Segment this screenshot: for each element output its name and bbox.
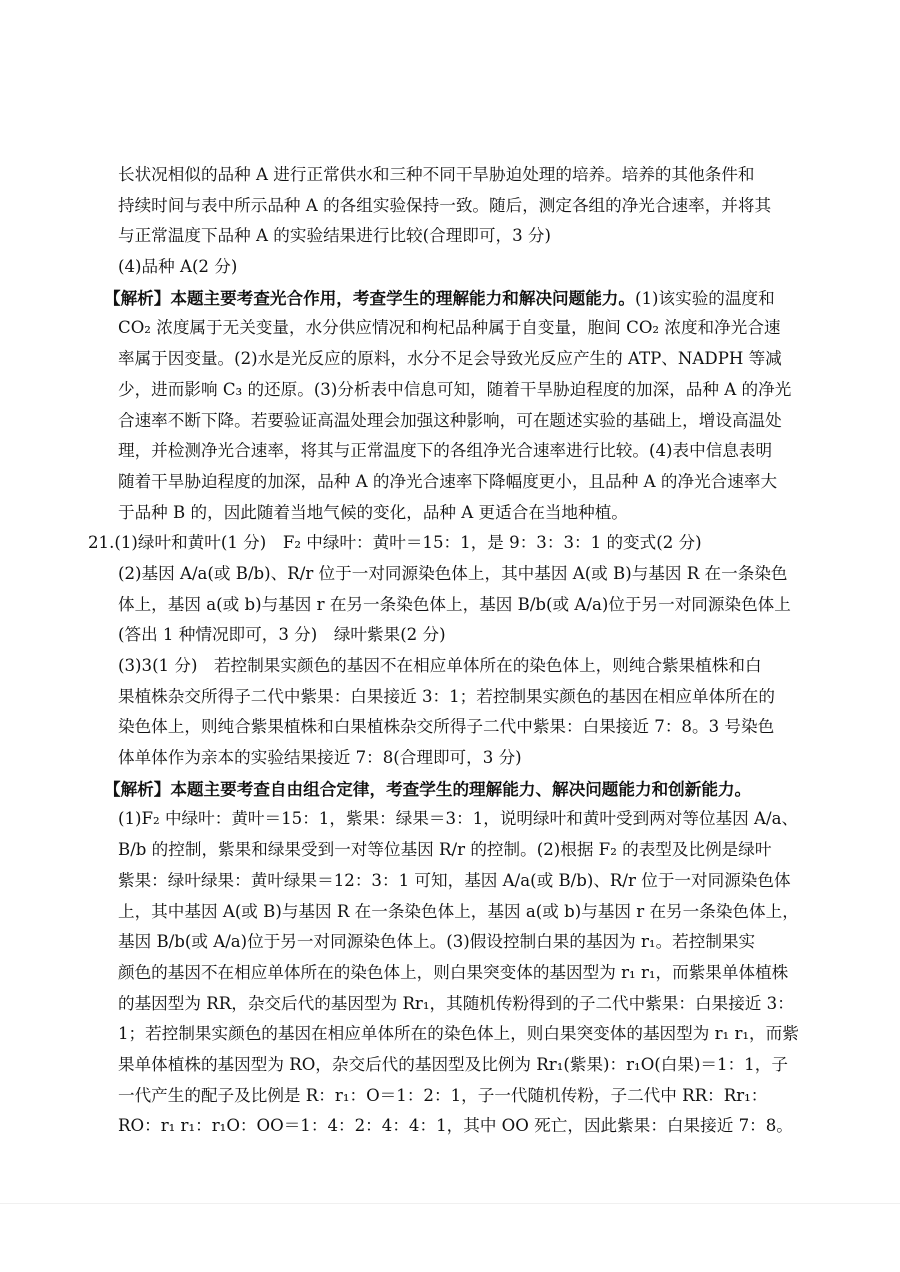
line-text: 的基因型为 RR，杂交后代的基因型为 Rr₁，其随机传粉得到的子二代中紫果：白果接近 3： (118, 993, 794, 1013)
line-text: 体上，基因 a(或 b)与基因 r 在另一条染色体上，基因 B/b(或 A/a)位于另一对同源染色体上 (118, 594, 791, 614)
text-line (0, 682, 900, 713)
analysis-line (0, 774, 900, 805)
text-line (0, 1019, 900, 1050)
text-line (0, 344, 900, 375)
text-line (0, 406, 900, 437)
line-text: 基因 B/b(或 A/a)位于另一对同源染色体上。(3)假设控制白果的基因为 r₁。若控制果实 (118, 932, 756, 952)
text-line (0, 927, 900, 958)
answer-text-body (0, 160, 900, 1142)
line-text: 颜色的基因不在相应单体所在的染色体上，则白果突变体的基因型为 r₁ r₁，而紫果单体植株 (118, 962, 789, 982)
text-line (0, 743, 900, 774)
line-text: 率属于因变量。(2)水是光反应的原料，水分不足会导致光反应产生的 ATP、NADPH 等减 (118, 349, 782, 369)
text-line (0, 313, 900, 344)
line-text: (2)基因 A/a(或 B/b)、R/r 位于一对同源染色体上，其中基因 A(或 B)与基因 R 在一条染色 (118, 563, 788, 583)
line-text: CO₂ 浓度属于无关变量，水分供应情况和枸杞品种属于自变量，胞间 CO₂ 浓度和净光合速 (118, 318, 781, 338)
analysis-heading: 【解析】本题主要考查光合作用，考查学生的理解能力和解决问题能力。 (104, 287, 635, 308)
line-text: (1)F₂ 中绿叶：黄叶＝15：1，紫果：绿果＝3：1，说明绿叶和黄叶受到两对等位基因 A/a、 (118, 809, 799, 829)
line-text: 随着干旱胁迫程度的加深，品种 A 的净光合速率下降幅度更小，且品种 A 的净光合速率大 (118, 471, 778, 491)
line-text: 染色体上，则纯合紫果植株和白果植株杂交所得子二代中紫果：白果接近 7：8。3 号染色 (118, 717, 775, 737)
line-text: (4)品种 A(2 分) (118, 257, 238, 277)
line-text: 果单体植株的基因型为 RO，杂交后代的基因型及比例为 Rr₁(紫果)：r₁O(白果)＝1：1，子 (118, 1054, 788, 1074)
text-line (0, 221, 900, 252)
line-text: 合速率不断下降。若要验证高温处理会加强这种影响，可在题述实验的基础上，增设高温处 (118, 410, 782, 430)
text-line (0, 866, 900, 897)
text-line (0, 897, 900, 928)
text-line (0, 1081, 900, 1112)
text-line (0, 651, 900, 682)
line-text: (1)该实验的温度和 (635, 288, 775, 308)
text-line (0, 1111, 900, 1142)
line-text: 持续时间与表中所示品种 A 的各组实验保持一致。随后，测定各组的净光合速率，并将其 (118, 195, 772, 215)
line-text: (3)3(1 分) 若控制果实颜色的基因不在相应单体所在的染色体上，则纯合紫果植株和白 (118, 656, 762, 675)
line-text: 少，进而影响 C₃ 的还原。(3)分析表中信息可知，随着干旱胁迫程度的加深，品种 A 的净光 (118, 379, 792, 399)
line-text: 果植株杂交所得子二代中紫果：白果接近 3：1；若控制果实颜色的基因在相应单体所在的 (118, 686, 775, 706)
text-line (0, 160, 900, 191)
line-text: 于品种 B 的，因此随着当地气候的变化，品种 A 更适合在当地种植。 (118, 502, 628, 522)
text-line (0, 467, 900, 498)
text-line (0, 958, 900, 989)
text-line (0, 989, 900, 1020)
line-text: 长状况相似的品种 A 进行正常供水和三种不同干旱胁迫处理的培养。培养的其他条件和 (118, 165, 755, 184)
text-line (0, 498, 900, 529)
text-line (0, 559, 900, 590)
line-text: B/b 的控制，紫果和绿果受到一对等位基因 R/r 的控制。(2)根据 F₂ 的表型及比例是绿叶 (118, 840, 772, 860)
line-text: 体单体作为亲本的实验结果接近 7：8(合理即可，3 分) (118, 748, 522, 768)
text-line (0, 620, 900, 651)
text-line (0, 436, 900, 467)
text-line (0, 804, 900, 835)
page-bottom-divider (0, 1203, 900, 1204)
line-text: 理，并检测净光合速率，将其与正常温度下的各组净光合速率进行比较。(4)表中信息表明 (118, 441, 773, 461)
text-line (0, 712, 900, 743)
text-line (0, 191, 900, 222)
line-text: RO：r₁ r₁：r₁O：OO＝1：4：2：4：4：1，其中 OO 死亡，因此紫果：白果接近 7：8。 (118, 1116, 793, 1136)
text-line (0, 528, 900, 559)
line-text: 与正常温度下品种 A 的实验结果进行比较(合理即可，3 分) (118, 226, 551, 246)
line-text: 一代产生的配子及比例是 R：r₁：O＝1：2：1，子一代随机传粉，子二代中 RR：Rr₁： (118, 1085, 768, 1105)
text-line (0, 835, 900, 866)
line-text: 21.(1)绿叶和黄叶(1 分) F₂ 中绿叶：黄叶＝15：1，是 9：3：3：1 的变式(2 分) (88, 533, 702, 553)
line-text: 1；若控制果实颜色的基因在相应单体所在的染色体上，则白果突变体的基因型为 r₁ r₁，而紫 (118, 1024, 799, 1044)
text-line (0, 375, 900, 406)
line-text: 紫果：绿叶绿果：黄叶绿果＝12：3：1 可知，基因 A/a(或 B/b)、R/r 位于一对同源染色体 (118, 870, 791, 890)
text-line (0, 590, 900, 621)
analysis-heading: 【解析】本题主要考查自由组合定律，考查学生的理解能力、解决问题能力和创新能力。 (104, 778, 752, 799)
line-text: 上，其中基因 A(或 B)与基因 R 在一条染色体上，基因 a(或 b)与基因 r 在另一条染色体上， (118, 901, 799, 921)
line-text: (答出 1 种情况即可，3 分) 绿叶紫果(2 分) (118, 625, 446, 645)
text-line (0, 252, 900, 283)
analysis-line (0, 283, 900, 314)
text-line (0, 1050, 900, 1081)
